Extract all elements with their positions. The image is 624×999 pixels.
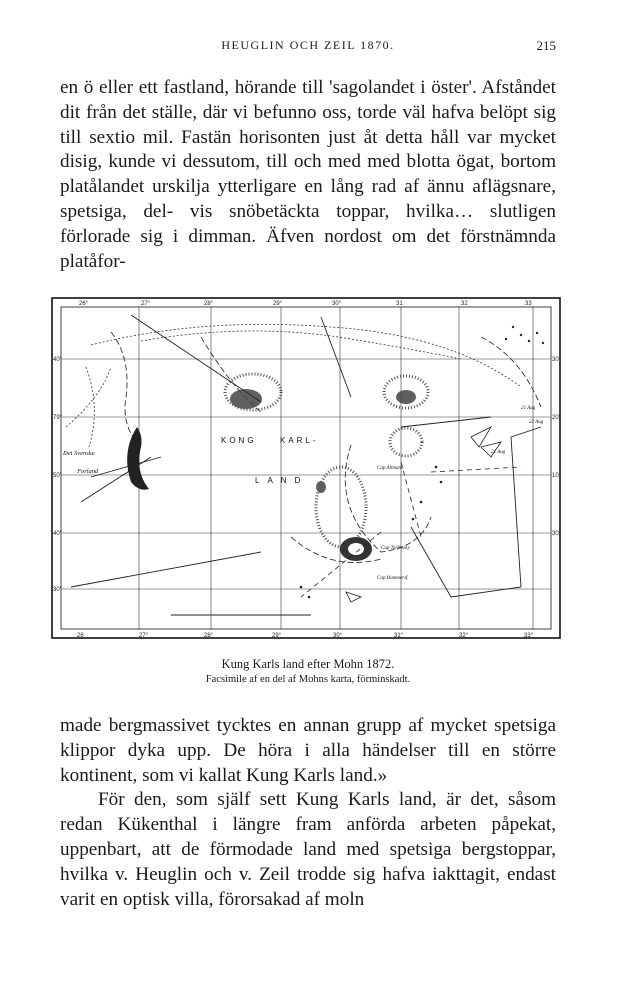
forland-island bbox=[127, 427, 149, 490]
right-tick: 10 bbox=[552, 473, 559, 479]
text-line: en större kontinent, som vi kallat Kung Karls land.» bbox=[60, 739, 556, 786]
top-tick: 29° bbox=[273, 301, 283, 307]
map-label-date-3: 21 Aug bbox=[491, 450, 506, 455]
route-lines bbox=[71, 315, 541, 615]
text-line: made bergmassivet tycktes en annan grupp af mycket bbox=[60, 715, 487, 736]
top-tick: 28° bbox=[204, 301, 214, 307]
map-label-kong: KONG bbox=[221, 436, 257, 445]
left-tick: 50' bbox=[53, 473, 61, 479]
top-tick: 31 bbox=[396, 301, 403, 307]
text-line: såsom redan Kükenthal i längre fram anförda arbeten bbox=[60, 789, 556, 836]
text-line: För den, som själf sett Kung Karls land, är det, bbox=[98, 789, 499, 811]
map-label-date-2: 22 Aug bbox=[529, 420, 544, 425]
bottom-tick: 28° bbox=[204, 633, 214, 639]
map-svg bbox=[51, 297, 561, 639]
text-line: en ö eller ett fastland, hörande till 'sagolandet i öster'. bbox=[60, 77, 477, 98]
text-line: ytterligare en lång rad af ännu aflägsnare, spetsiga, del- bbox=[60, 176, 556, 222]
left-tick: 40' bbox=[53, 357, 61, 363]
map-label-svenske: Det Svenske bbox=[63, 450, 95, 457]
bottom-tick: 30° bbox=[333, 633, 343, 639]
text-line: till och med med blotta ögat, bortom platålandet urskilja bbox=[60, 151, 556, 198]
right-tick: 20' bbox=[552, 415, 560, 421]
bottom-tick: 27° bbox=[139, 633, 149, 639]
map-label-cap-altmann: Cap Altmann bbox=[377, 466, 404, 471]
map-figure bbox=[51, 297, 561, 639]
figure-caption: Kung Karls land efter Mohn 1872. bbox=[221, 657, 395, 671]
bottom-tick: 32° bbox=[459, 633, 469, 639]
map-label-land: LAND bbox=[255, 476, 309, 485]
dashed-coastlines bbox=[111, 332, 541, 563]
bottom-text bbox=[60, 714, 556, 912]
right-tick: 30' bbox=[552, 531, 560, 537]
triangle-markers bbox=[346, 427, 501, 602]
bottom-paragraph-2 bbox=[60, 788, 556, 912]
dashed-routes bbox=[301, 462, 521, 597]
top-tick: 27° bbox=[141, 301, 151, 307]
left-tick: 79° bbox=[53, 415, 63, 421]
islet-dots bbox=[300, 326, 544, 599]
dotted-coastlines bbox=[66, 324, 521, 447]
map-label-cap-torfensky: Cap Torfensky bbox=[381, 546, 410, 551]
page-header bbox=[60, 38, 556, 56]
map-label-karl: KARL- bbox=[280, 436, 319, 445]
figure-subcaption: Facsimile af en del af Mohns karta, förminskadt. bbox=[205, 674, 411, 685]
text-line: just åt detta håll var mycket disig, kunde vi dessutom, bbox=[60, 126, 556, 173]
text-line: spetsiga klippor dyka upp. De höra i alla händelser till bbox=[60, 715, 556, 761]
left-tick: 40' bbox=[53, 531, 61, 537]
top-tick: 30° bbox=[332, 301, 342, 307]
top-tick: 26° bbox=[79, 301, 89, 307]
map-label-forland: Forland bbox=[77, 468, 99, 475]
text-line: Afståndet dit från det ställe, där vi befunno oss, torde bbox=[60, 77, 556, 123]
text-line: påpekat, uppenbart, att de förmodade land med spetsiga bbox=[60, 814, 556, 860]
page-number: 215 bbox=[536, 38, 556, 53]
left-tick: 30' bbox=[53, 587, 61, 593]
text-line: bergstoppar, hvilka v. Heuglin och v. Zeil trodde sig hafva bbox=[60, 838, 556, 885]
running-head: HEUGLIN OCH ZEIL 1870. bbox=[221, 38, 395, 52]
top-tick: 32 bbox=[461, 301, 468, 307]
text-line: dimman. Äfven nordost om det förstnämnda platåfor- bbox=[60, 225, 557, 272]
map-label-date-1: 21 Aug bbox=[521, 406, 536, 411]
map-label-cap-hammersfest: Cap Hammersf. bbox=[377, 576, 409, 581]
top-paragraph bbox=[60, 76, 556, 274]
top-paragraph-body bbox=[60, 76, 556, 274]
text-line: väl hafva belöpt sig till sextio mil. Fastän horisonten bbox=[60, 101, 557, 148]
bottom-tick: 33° bbox=[524, 633, 534, 639]
text-line: vis snöbetäckta toppar, hvilka… slutligen förlorade sig i bbox=[60, 200, 556, 247]
bottom-tick: 29° bbox=[272, 633, 282, 639]
text-line: iakttagit, endast varit en optisk villa, förorsakad af moln bbox=[60, 863, 557, 910]
bottom-tick: 31° bbox=[394, 633, 404, 639]
bottom-tick: 26 bbox=[77, 633, 84, 639]
bottom-paragraph-1 bbox=[60, 714, 556, 788]
top-tick: 33 bbox=[525, 301, 532, 307]
right-tick: 30 bbox=[552, 357, 559, 363]
